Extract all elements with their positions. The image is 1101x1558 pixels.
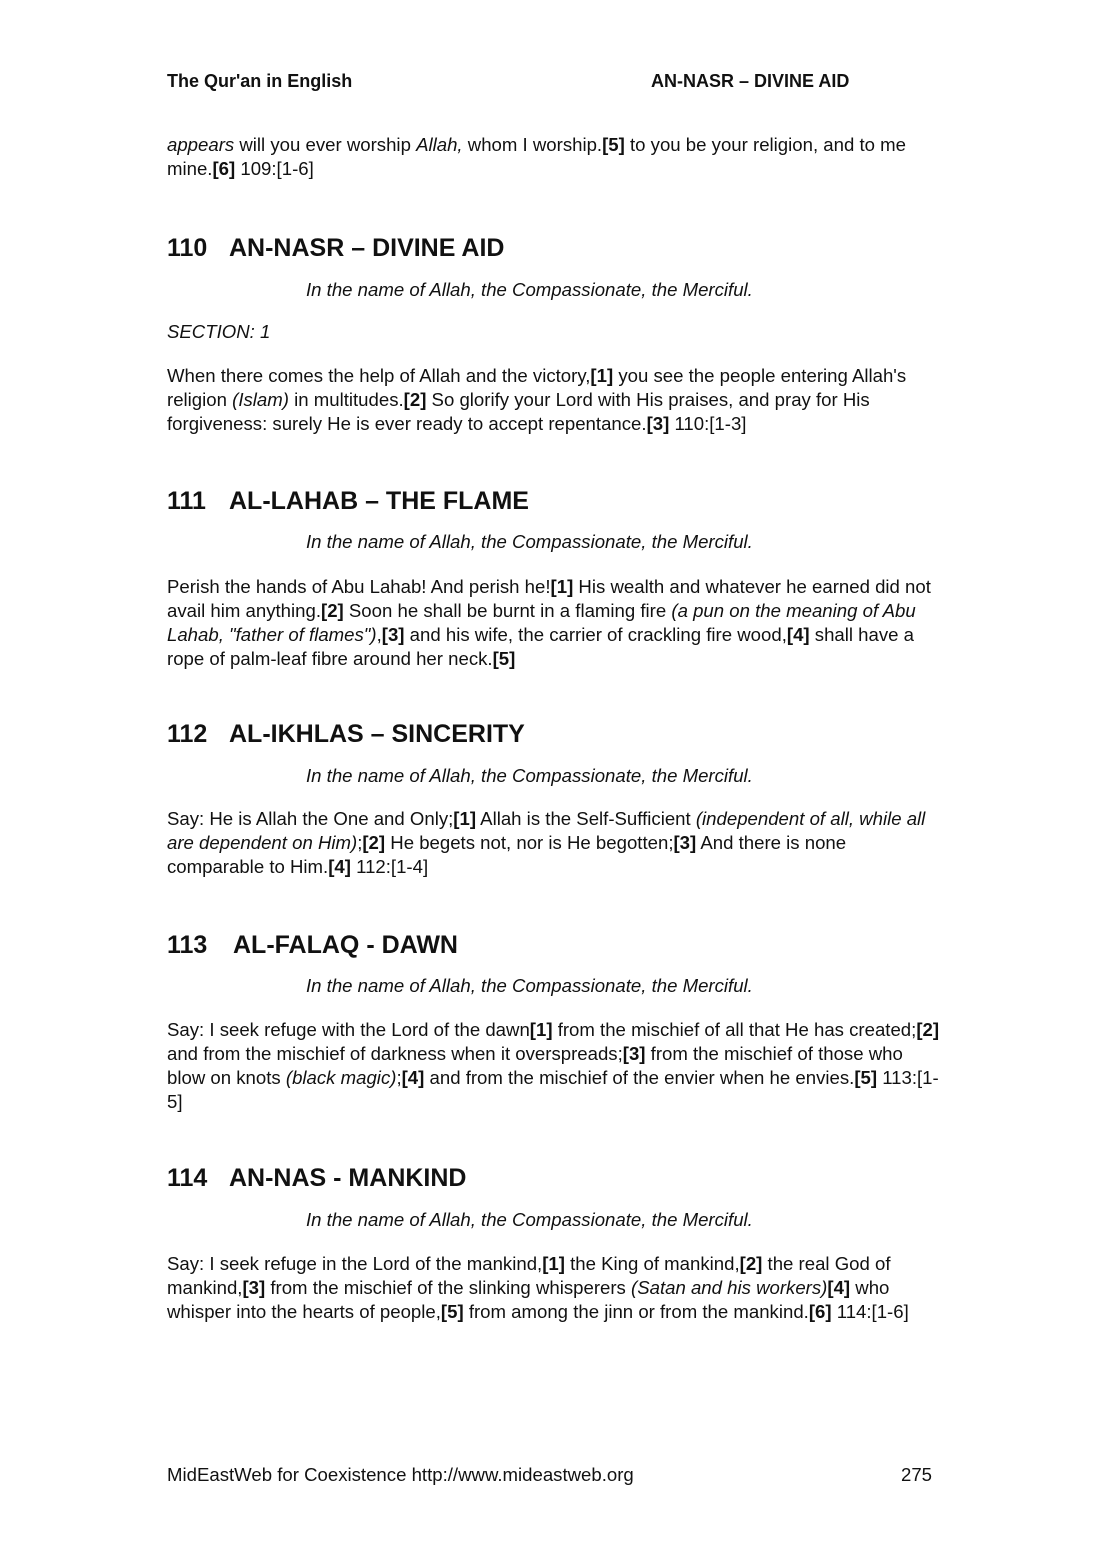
surah-text bbox=[167, 364, 942, 436]
text-run: the real God of mankind, bbox=[167, 1253, 891, 1298]
text-run: and his wife, the carrier of crackling fire wood, bbox=[404, 624, 787, 645]
verse-marker: [4] bbox=[401, 1067, 425, 1088]
verse-marker: [6] bbox=[212, 158, 236, 179]
text-run: Perish the hands of Abu Lahab! And perish he! bbox=[167, 576, 551, 597]
section-label: SECTION: 1 bbox=[167, 321, 271, 342]
text-run: And there is none comparable to Him. bbox=[167, 832, 847, 877]
text-run: Soon he shall be burnt in a flaming fire bbox=[343, 600, 672, 621]
surah-number: 110 bbox=[167, 234, 208, 262]
italic-text: Allah, bbox=[416, 134, 463, 155]
invocation: In the name of Allah, the Compassionate, the Merciful. bbox=[306, 531, 753, 552]
text-run: ; bbox=[357, 832, 363, 853]
italic-text: (a pun on the meaning of Abu Lahab, "father of flames") bbox=[167, 600, 916, 645]
text-run: in multitudes. bbox=[288, 389, 404, 410]
text-run: 110:[1-3] bbox=[669, 413, 747, 434]
verse-marker: [5] bbox=[602, 134, 625, 155]
italic-text: appears bbox=[167, 134, 235, 155]
text-run: to you be your religion, and to me mine. bbox=[167, 134, 906, 179]
text-run: the King of mankind, bbox=[564, 1253, 740, 1274]
text-run: Say: He is Allah the One and Only; bbox=[167, 808, 454, 829]
verse-marker: [4] bbox=[827, 1277, 851, 1298]
text-run: 109:[1-6] bbox=[235, 158, 314, 179]
surah-number: 114 bbox=[167, 1164, 208, 1192]
surah-text bbox=[167, 575, 942, 671]
surah-number: 112 bbox=[167, 720, 208, 748]
text-run: 112:[1-4] bbox=[350, 856, 429, 877]
surah-number: 111 bbox=[167, 487, 206, 515]
text-run: When there comes the help of Allah and the victory, bbox=[167, 365, 591, 386]
verse-marker: [6] bbox=[808, 1301, 832, 1322]
surah-title: AN-NASR – DIVINE AID bbox=[229, 234, 505, 262]
verse-marker: [3] bbox=[673, 832, 697, 853]
text-run: Say: I seek refuge with the Lord of the dawn bbox=[167, 1019, 530, 1040]
text-run: ; bbox=[396, 1067, 402, 1088]
surah-title: AL-IKHLAS – SINCERITY bbox=[229, 720, 525, 748]
running-header-title: The Qur'an in English bbox=[167, 71, 353, 91]
verse-marker: [5] bbox=[492, 648, 516, 669]
verse-marker: [1] bbox=[529, 1019, 553, 1040]
surah-text bbox=[167, 1018, 942, 1114]
page-number: 275 bbox=[901, 1464, 933, 1485]
verse-marker: [2] bbox=[403, 389, 427, 410]
verse-marker: [1] bbox=[550, 576, 574, 597]
text-run: 113:[1-5] bbox=[167, 1067, 939, 1112]
text-run: you see the people entering Allah's religion bbox=[167, 365, 907, 410]
text-run: , bbox=[376, 624, 382, 645]
invocation: In the name of Allah, the Compassionate, the Merciful. bbox=[306, 1209, 753, 1230]
text-run: who whisper into the hearts of people, bbox=[167, 1277, 890, 1322]
text-run: 114:[1-6] bbox=[831, 1301, 909, 1322]
surah-heading bbox=[167, 931, 458, 960]
verse-marker: [1] bbox=[453, 808, 477, 829]
verse-marker: [1] bbox=[542, 1253, 565, 1274]
text-run: from the mischief of all that He has created; bbox=[552, 1019, 917, 1040]
text-run: from the mischief of those who blow on knots bbox=[167, 1043, 903, 1088]
verse-marker: [1] bbox=[590, 365, 614, 386]
text-run: Allah is the Self-Sufficient bbox=[476, 808, 696, 829]
surah-text bbox=[167, 1252, 942, 1324]
surah-title: AN-NAS - MANKIND bbox=[229, 1164, 467, 1192]
text-run: His wealth and whatever he earned did not avail him anything. bbox=[167, 576, 931, 621]
text-run: Say: I seek refuge in the Lord of the mankind, bbox=[167, 1253, 543, 1274]
invocation: In the name of Allah, the Compassionate, the Merciful. bbox=[306, 765, 753, 786]
text-run: from the mischief of the slinking whisperers bbox=[265, 1277, 632, 1298]
verse-marker: [5] bbox=[440, 1301, 464, 1322]
surah-heading bbox=[167, 487, 529, 516]
surah-text bbox=[167, 807, 942, 879]
verse-marker: [2] bbox=[321, 600, 344, 621]
footer-publisher: MidEastWeb for Coexistence http://www.mideastweb.org bbox=[167, 1464, 634, 1485]
surah-heading bbox=[167, 1164, 466, 1193]
text-run: and from the mischief of darkness when it overspreads; bbox=[167, 1043, 623, 1064]
running-header-chapter: AN-NASR – DIVINE AID bbox=[651, 71, 850, 91]
text-run: will you ever worship bbox=[234, 134, 417, 155]
text-run: from among the jinn or from the mankind. bbox=[463, 1301, 809, 1322]
verse-marker: [3] bbox=[242, 1277, 266, 1298]
surah-heading bbox=[167, 720, 525, 749]
invocation: In the name of Allah, the Compassionate, the Merciful. bbox=[306, 279, 753, 300]
italic-text: (independent of all, while all are dependent on Him) bbox=[167, 808, 926, 853]
italic-text: (Satan and his workers) bbox=[631, 1277, 828, 1298]
verse-marker: [4] bbox=[328, 856, 351, 877]
text-run: shall have a rope of palm-leaf fibre around her neck. bbox=[167, 624, 915, 669]
surah-title: AL-FALAQ - DAWN bbox=[233, 931, 458, 959]
text-run: So glorify your Lord with His praises, and pray for His forgiveness: surely He is ever ready to accept repentance. bbox=[167, 389, 870, 434]
invocation: In the name of Allah, the Compassionate, the Merciful. bbox=[306, 975, 753, 996]
italic-text: (Islam) bbox=[232, 389, 289, 410]
verse-marker: [5] bbox=[854, 1067, 878, 1088]
verse-marker: [4] bbox=[786, 624, 810, 645]
text-run: He begets not, nor is He begotten; bbox=[385, 832, 674, 853]
surah-heading bbox=[167, 234, 505, 263]
verse-marker: [2] bbox=[362, 832, 386, 853]
verse-marker: [3] bbox=[622, 1043, 646, 1064]
text-run: and from the mischief of the envier when he envies. bbox=[424, 1067, 855, 1088]
verse-marker: [3] bbox=[381, 624, 405, 645]
verse-marker: [3] bbox=[646, 413, 670, 434]
surah-title: AL-LAHAB – THE FLAME bbox=[229, 487, 529, 515]
verse-marker: [2] bbox=[916, 1019, 940, 1040]
continuation-paragraph bbox=[167, 133, 942, 181]
verse-marker: [2] bbox=[739, 1253, 763, 1274]
text-run: whom I worship. bbox=[462, 134, 603, 155]
surah-number: 113 bbox=[167, 931, 208, 959]
italic-text: (black magic) bbox=[285, 1067, 397, 1088]
